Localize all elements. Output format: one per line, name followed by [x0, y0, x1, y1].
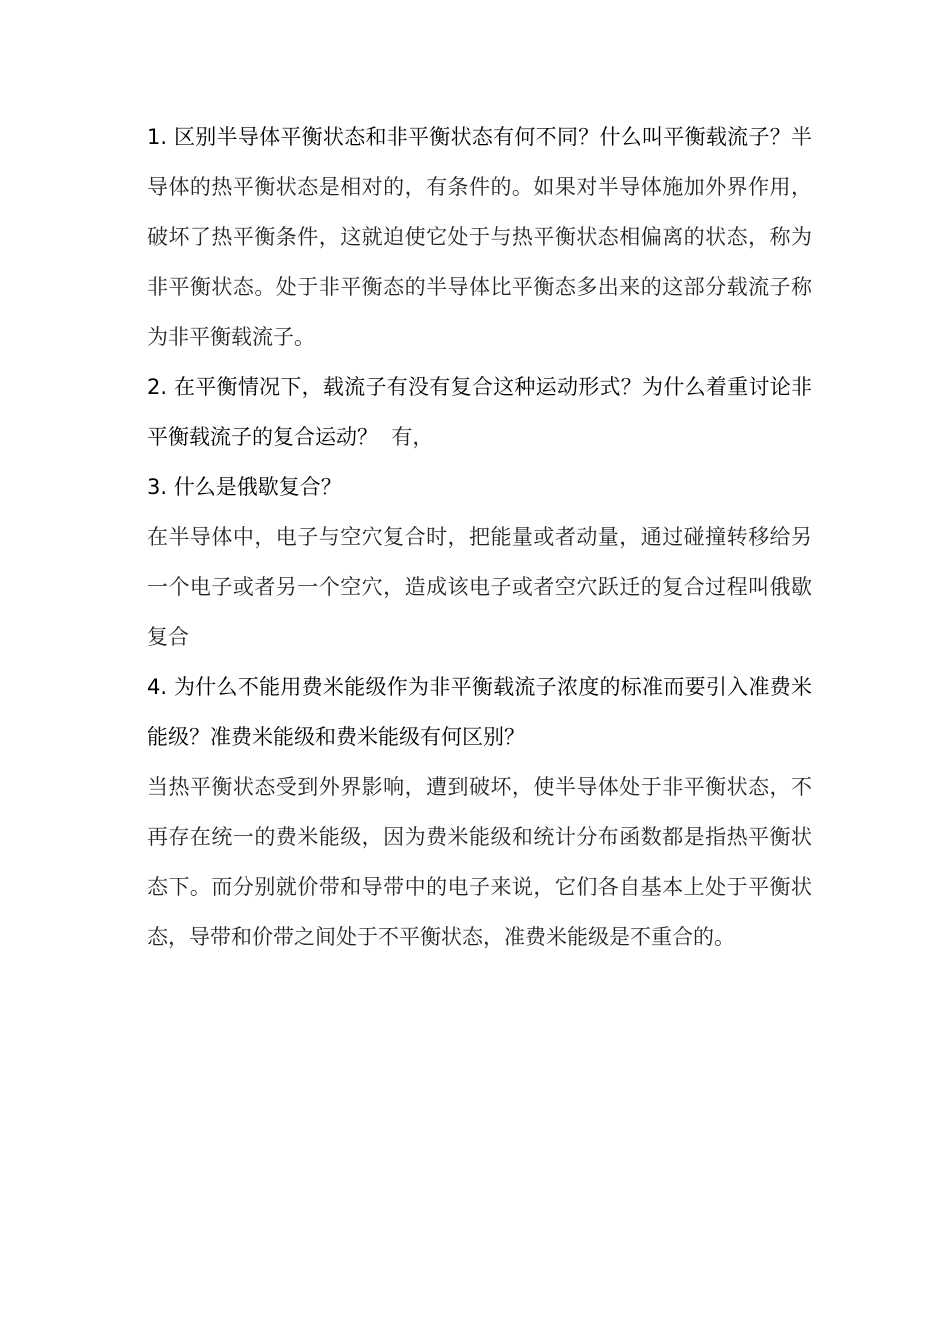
section-q4-answer: [147, 762, 812, 962]
document-body: [147, 112, 812, 962]
answer-3: 在半导体中，电子与空穴复合时，把能量或者动量，通过碰撞转移给另一个电子或者另一个空穴，造成该电子或者空穴跃迁的复合过程叫俄歇复合: [147, 525, 812, 649]
answer-1: 半导体的热平衡状态是相对的，有条件的。如果对半导体施加外界作用，破坏了热平衡条件，这就迫使它处于与热平衡状态相偏离的状态，称为非平衡状态。处于非平衡态的半导体比平衡态多出来的这部分载流子称为非平衡载流子。: [147, 125, 812, 349]
question-4: 4. 为什么不能用费米能级作为非平衡载流子浓度的标准而要引入准费米能级？准费米能级和费米能级有何区别？: [147, 675, 812, 749]
section-q2: [147, 362, 812, 462]
section-q3-question: [147, 462, 812, 512]
answer-4: 当热平衡状态受到外界影响，遭到破坏，使半导体处于非平衡状态，不再存在统一的费米能级，因为费米能级和统计分布函数都是指热平衡状态下。而分别就价带和导带中的电子来说，它们各自基本上处于平衡状态，导带和价带之间处于不平衡状态，准费米能级是不重合的。: [147, 775, 812, 949]
question-2: 2. 在平衡情况下，载流子有没有复合这种运动形式？为什么着重讨论非平衡载流子的复合运动？: [147, 375, 812, 449]
question-1: 1. 区别半导体平衡状态和非平衡状态有何不同？什么叫平衡载流子？: [147, 125, 791, 149]
section-q3-answer: [147, 512, 812, 662]
question-3: 3. 什么是俄歇复合？: [147, 475, 342, 499]
section-q4-question: [147, 662, 812, 762]
answer-2: 有，: [391, 425, 434, 449]
section-q1: [147, 112, 812, 362]
